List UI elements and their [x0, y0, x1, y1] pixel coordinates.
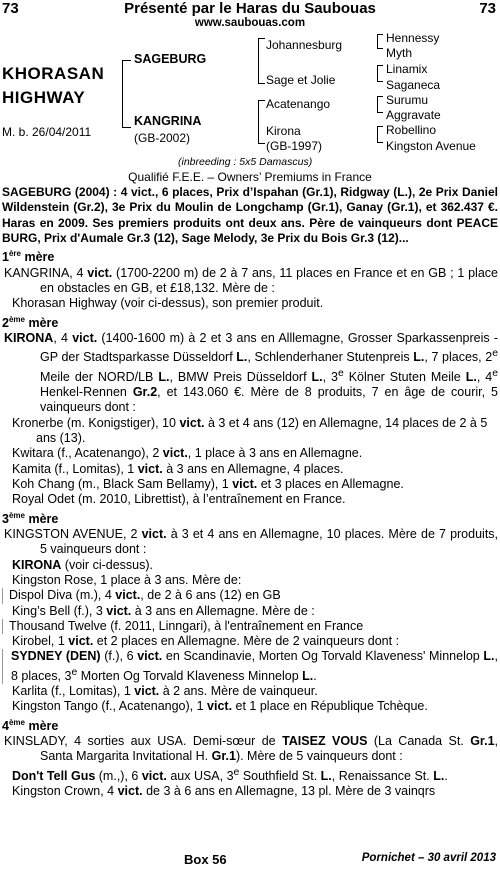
bracket-dam [258, 100, 265, 144]
produce-kwitara: Kwitara (f., Acatenango), 2 vict., 1 place à 3 ans en Allemagne. [12, 446, 363, 461]
pedigree-dam-dam-origin: (GB-1997) [266, 139, 323, 153]
section-third-dam: 3ème mère [2, 510, 59, 526]
section-second-dam: 2ème mère [2, 314, 59, 330]
produce-kamita: Kamita (f., Lomitas), 1 vict. à 3 ans en Allemagne, 4 places. [12, 461, 344, 476]
produce-kingston-crown: Kingston Crown, 4 vict. de 3 à 6 ans en Allemagne, 13 pl. Mère de 3 vainqrs [12, 784, 436, 799]
pedigree-dam-origin: (GB-2002) [134, 131, 191, 145]
horse-details: M. b. 26/04/2011 [2, 125, 92, 139]
pedigree-sire-dam: Sage et Jolie [266, 73, 336, 87]
sire-description: SAGEBURG (2004) : 4 vict., 6 places, Prix d’Ispahan (Gr.1), Ridgway (L.), 2e Prix Daniel Wildenstein (Gr.2), 3e Prix du Moulin de Longchamp (Gr.1), Ganay (Gr.1), et 362.437 €. Haras en 2009. Ses premiers produits ont deux ans. Père de vainqueurs dont PEACE BURG, Prix d'Aumale Gr.3 (12), Sage Melody, 3e Prix du Bois Gr.3 (12)... [2, 185, 498, 245]
sale-info: Pornichet – 30 avril 2013 [361, 852, 496, 864]
pedigree-g6: Aggravate [386, 108, 441, 122]
pedigree-dam-dam: Kirona [266, 124, 301, 138]
pedigree-g2: Myth [386, 46, 413, 60]
lot-number-right: 73 [479, 0, 496, 17]
pedigree-g3: Linamix [386, 62, 428, 76]
produce-dispol-diva: Dispol Diva (m.), 4 vict., de 2 à 6 ans (12) en GB [2, 588, 498, 603]
section-first-dam: 1ère mère [2, 249, 55, 265]
bracket-parents [122, 60, 131, 128]
produce-kirona: KIRONA (voir ci-dessus). [12, 557, 153, 572]
fourth-dam-record: KINSLADY, 4 sorties aux USA. Demi-sœur de TAISEZ VOUS (La Canada St. Gr.1, Santa Margarita Invitational H. Gr.1). Mère de 5 vainqueurs dont : [4, 734, 499, 764]
produce-kronerbe: Kronerbe (m. Konigstiger), 10 vict. à 3 et 4 ans (12) en Allemagne, 14 places de 2 à 5 ans (13). [12, 415, 488, 446]
pedigree-dam-sire: Acatenango [266, 97, 331, 111]
produce-kingston-rose: Kingston Rose, 1 place à 3 ans. Mère de: [12, 572, 242, 587]
horse-name-line2: HIGHWAY [2, 88, 86, 107]
catalogue-body [2, 185, 498, 800]
pedigree-g1: Hennessy [386, 31, 440, 45]
page-title: Présenté par le Haras du Saubouas [124, 0, 376, 17]
pedigree-g8: Kingston Avenue [386, 139, 476, 153]
produce-thousand-twelve: Thousand Twelve (f. 2011, Linngari), à l'entraînement en France [2, 619, 498, 634]
produce-kingston-tango: Kingston Tango (f., Acatenango), 1 vict. et 1 place en République Tchèque. [12, 699, 428, 714]
produce-karlita: Karlita (f., Lomitas), 1 vict. à 2 ans. Mère de vainqueur. [12, 684, 318, 699]
bracket-g4 [377, 126, 383, 143]
bracket-g1 [377, 34, 383, 49]
qualification-note: Qualifié F.E.E. – Owners’ Premiums in France [128, 170, 372, 184]
horse-name-line1: KHORASAN [2, 64, 105, 83]
third-dam-record: KINGSTON AVENUE, 2 vict. à 3 et 4 ans en Allemagne, 10 places. Mère de 7 produits, 5 vainqueurs dont : [4, 527, 499, 557]
pedigree-dam: KANGRINA [134, 114, 202, 128]
produce-royal-odet: Royal Odet (m. 2010, Librettist), à l’entraînement en France. [12, 492, 346, 507]
box-number: Box 56 [184, 852, 227, 867]
pedigree-sire: SAGEBURG [134, 52, 207, 66]
pedigree-sire-sire: Johannesburg [266, 38, 343, 52]
bracket-sire [258, 38, 265, 84]
section-fourth-dam: 4ème mère [2, 717, 59, 733]
produce-sydney: SYDNEY (DEN) (f.), 6 vict. en Scandinavie, Morten Og Torvald Klaveness' Minnelop L., 8 places, 3e Morten Og Torvald Klaveness Minnelop L.. [2, 649, 498, 684]
produce-koh-chang: Koh Chang (m., Black Sam Bellamy), 1 vict. et 3 places en Allemagne. [12, 476, 404, 491]
inbreeding-note: (inbreeding : 5x5 Damascus) [178, 156, 313, 168]
produce-kirobel: Kirobel, 1 vict. et 2 places en Allemagne. Mère de 2 vainqueurs dont : [12, 634, 400, 649]
lot-number-left: 73 [2, 0, 19, 17]
website-link[interactable]: www.saubouas.com [194, 17, 306, 29]
first-dam-produce: Khorasan Highway (voir ci-dessus), son premier produit. [12, 296, 324, 311]
bracket-g2 [377, 65, 383, 82]
pedigree-g7: Robellino [386, 123, 437, 137]
second-dam-record: KIRONA, 4 vict. (1400-1600 m) à 2 et 3 ans en Alllemagne, Grosser Sparkassenpreis - GP der Stadtsparkasse Düsseldorf L., Schlenderhaner Stutenpreis L., 7 places, 2e Meile der NORD/LB L., BMW Preis Düsseldorf L., 3e Kölner Stuten Meile L., 4e Henkel-Rennen Gr.2, et 143.060 €. Mère de 8 produits, 7 en âge de courir, 5 vainqueurs dont : [4, 330, 499, 415]
produce-dont-tell-gus: Don't Tell Gus (m.,), 6 vict. aux USA, 3e Southfield St. L., Renaissance St. L.. [12, 766, 448, 783]
pedigree-g4: Saganeca [386, 78, 441, 92]
produce-kings-bell: King’s Bell (f.), 3 vict. à 3 ans en Allemagne. Mère de : [12, 603, 315, 618]
pedigree-g5: Surumu [386, 93, 429, 107]
bracket-g3 [377, 96, 383, 113]
first-dam-record: KANGRINA, 4 vict. (1700-2200 m) de 2 à 7 ans, 11 places en France et en GB ; 1 place en obstacles en GB, et £18,132. Mère de : [4, 265, 498, 295]
